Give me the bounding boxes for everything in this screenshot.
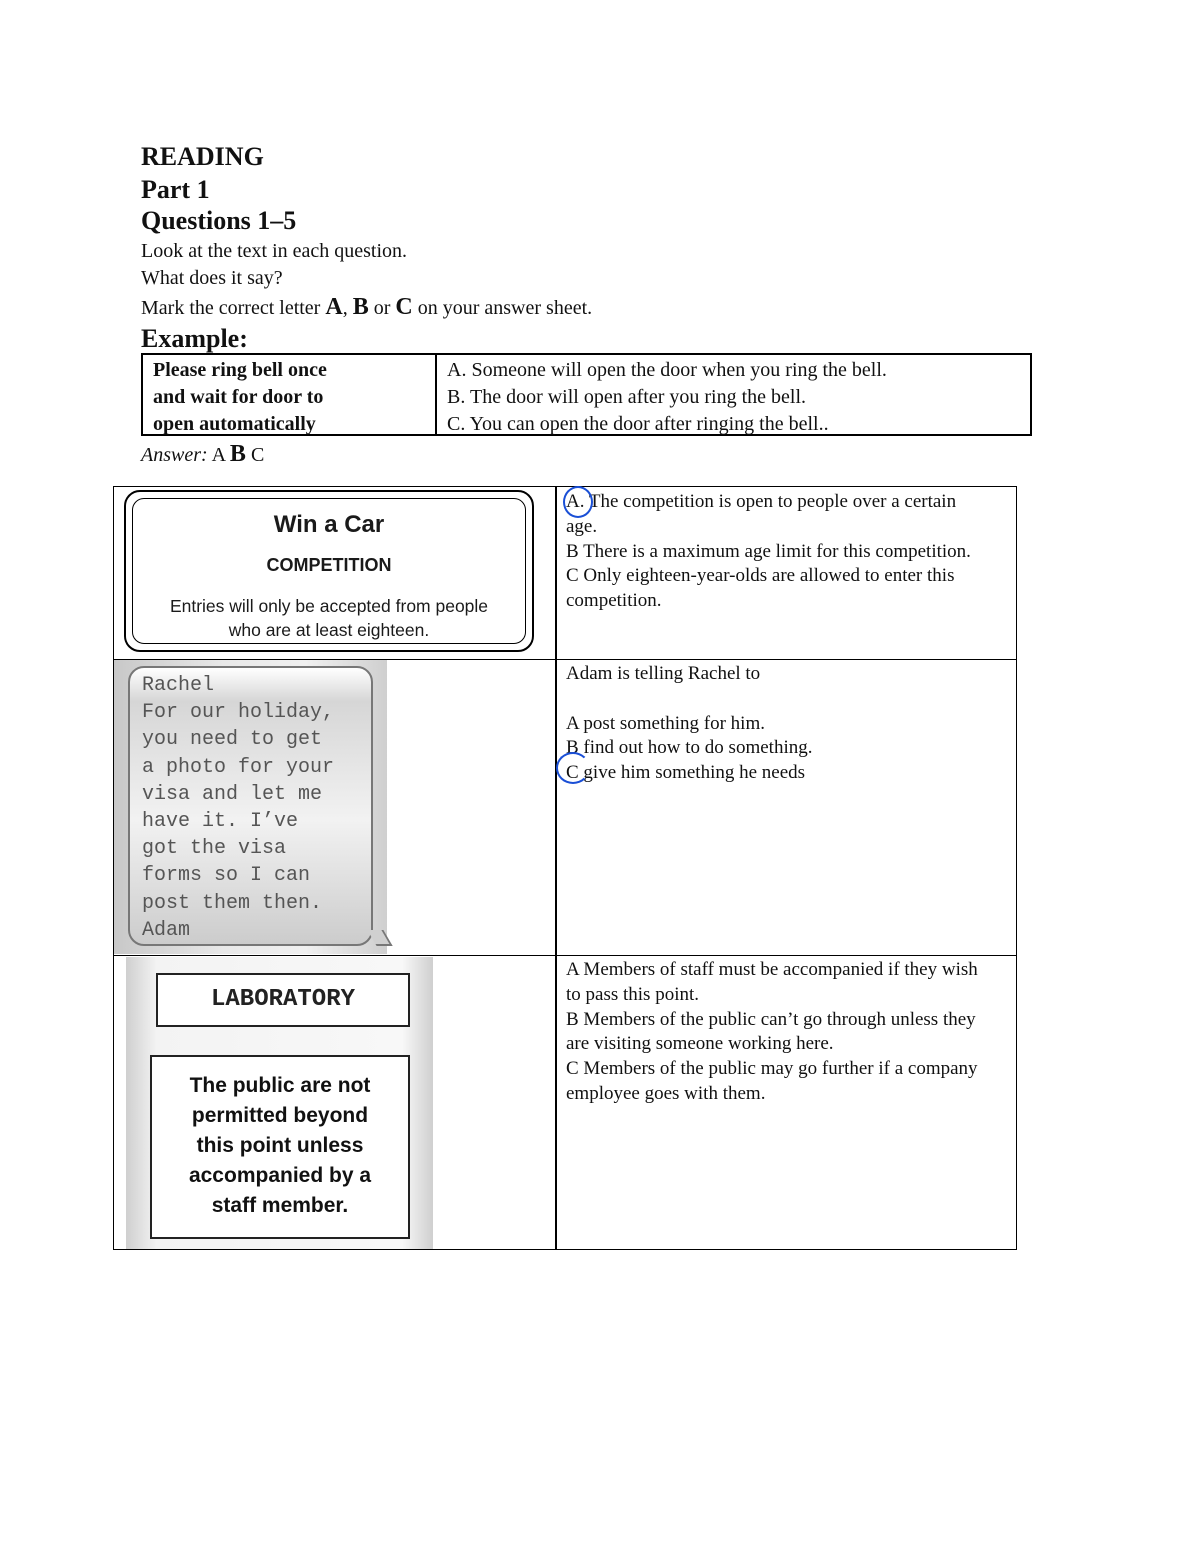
instruction-line-3 — [141, 294, 592, 321]
lab-sign-line: staff member. — [211, 1194, 349, 1217]
example-option-a: A. Someone will open the door when you ring the bell. — [447, 359, 887, 381]
instruction-or: or — [368, 297, 396, 319]
example-notice-line: open automatically — [153, 413, 316, 435]
option-b[interactable]: B Members of the public can’t go through unless they are visiting someone working here. — [566, 1008, 976, 1055]
lab-sign-title: LABORATORY — [156, 973, 410, 1027]
instruction-tail: on your answer sheet. — [412, 297, 593, 319]
message-line: Adam — [142, 918, 191, 942]
example-notice-line: Please ring bell once — [153, 359, 327, 381]
sign-title: Win a Car — [273, 511, 385, 538]
example-options — [437, 355, 887, 434]
sign-text-line: who are at least eighteen. — [228, 620, 430, 640]
option-a[interactable]: A post something for him. — [566, 712, 765, 734]
pen-circle-mark — [563, 486, 593, 518]
lab-sign-line: The public are not — [189, 1074, 371, 1097]
option-a[interactable]: A Members of staff must be accompanied if they wish to pass this point. — [566, 959, 978, 1005]
questions-heading: Questions 1–5 — [141, 206, 297, 235]
option-a[interactable]: A. The competition is open to people over a certain age. — [566, 491, 957, 537]
option-c[interactable]: C Only eighteen-year-olds are allowed to enter this competition. — [566, 565, 955, 612]
question-1-options — [566, 490, 986, 614]
message-image — [114, 660, 387, 954]
example-label: Example: — [141, 324, 248, 353]
message-line: visa and let me — [142, 782, 323, 806]
message-line: Rachel — [142, 674, 215, 697]
answer-c: C — [250, 444, 265, 466]
instruction-comma: , — [342, 297, 353, 319]
option-b[interactable]: B There is a maximum age limit for this competition. — [566, 540, 971, 562]
question-row-1 — [114, 487, 1016, 660]
letter-c: C — [395, 294, 413, 320]
message-line: a photo for your — [142, 755, 335, 779]
lab-sign-line: accompanied by a — [188, 1164, 372, 1187]
questions-table — [113, 486, 1017, 1250]
bubble-tail — [367, 930, 392, 946]
message-line: have it. I’ve — [142, 810, 299, 834]
sign-subtitle: COMPETITION — [266, 555, 392, 575]
question-stem: Adam is telling Rachel to — [566, 663, 761, 684]
message-line: you need to get — [142, 728, 323, 752]
example-option-c: C. You can open the door after ringing the bell.. — [447, 413, 829, 435]
pen-circle-mark — [556, 752, 590, 784]
lab-sign-notice — [150, 1055, 410, 1239]
lab-sign-line: this point unless — [196, 1134, 364, 1157]
example-option-b: B. The door will open after you ring the bell. — [447, 386, 806, 408]
question-2-options — [566, 662, 986, 786]
option-c[interactable]: C Members of the public may go further if a company employee goes with them. — [566, 1058, 978, 1104]
sign-text — [133, 594, 525, 642]
example-answer — [141, 441, 264, 468]
example-notice-line: and wait for door to — [153, 386, 324, 408]
letter-b: B — [352, 294, 369, 320]
sign-inner-border — [132, 498, 526, 644]
win-a-car-sign — [124, 490, 534, 652]
sign-text-line: Entries will only be accepted from people — [169, 596, 489, 616]
part-heading: Part 1 — [141, 175, 210, 204]
answer-a: A — [211, 444, 225, 466]
instruction-line-2: What does it say? — [141, 267, 283, 289]
letter-a: A — [325, 294, 343, 320]
question-3-options — [566, 958, 986, 1107]
option-c[interactable]: C give him something he needs — [566, 762, 806, 784]
message-line: For our holiday, — [142, 701, 335, 725]
answer-label: Answer: — [141, 444, 208, 466]
answer-b: B — [229, 441, 246, 467]
laboratory-sign — [126, 957, 433, 1249]
example-table — [141, 353, 1032, 436]
section-heading: READING — [141, 142, 264, 171]
question-row-3 — [114, 956, 1016, 1251]
message-line: forms so I can — [142, 864, 311, 888]
lab-sign-line: permitted beyond — [191, 1104, 369, 1127]
instruction-line-1: Look at the text in each question. — [141, 240, 408, 262]
message-bubble — [128, 666, 373, 946]
option-b[interactable]: B find out how to do something. — [566, 737, 813, 759]
instruction-text: Mark the correct letter — [141, 297, 326, 319]
blank-line — [566, 687, 986, 712]
message-line: post them then. — [142, 891, 323, 915]
question-row-2 — [114, 660, 1016, 956]
message-line: got the visa — [142, 837, 287, 861]
example-notice — [143, 355, 437, 434]
